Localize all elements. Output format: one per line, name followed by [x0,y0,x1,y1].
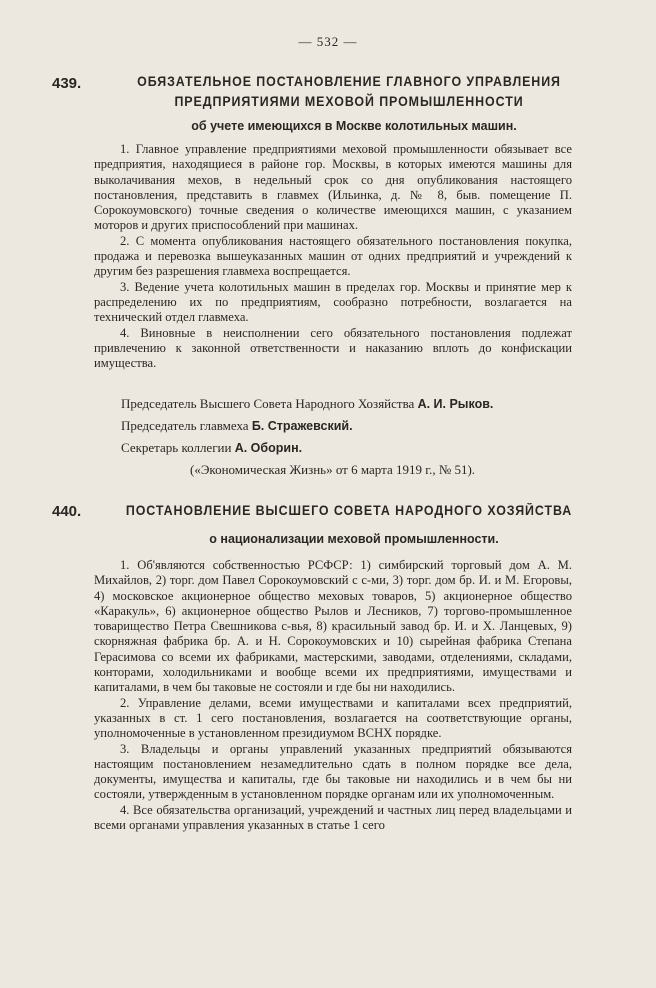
section-subtitle-440: о национализации меховой промышленности. [209,532,499,546]
signature-line [121,396,493,412]
signature-name: А. Оборин. [234,441,303,455]
signature-role: Секретарь коллегии [121,440,232,455]
section-body-439 [94,142,572,371]
section-subtitle-439: об учете имеющихся в Москве колотильных машин. [191,119,517,133]
paragraph: 4. Виновные в неисполнении сего обязательного постановления подлежат привлечению к законной ответственности и наказанию вплоть до конфискации имущества. [94,325,572,371]
paragraph: 1. Об'являются собственностью РСФСР: 1) симбирский торговый дом А. М. Михайлов, 2) торг. дом Павел Сорокоумовский с с-ми, 3) торг. дом бр. И. и М. Егоровы, 4) московское акционерное общество меховых товаров, 5) акционерное общество «Каракуль», 6) акционерное общество Рылов и Лесников, 7) торгово-промышленное товарищество Петра Свешникова с-вья, 8) красильный завод бр. И. и Х. Ланцевых, 9) скорняжная фабрика бр. А. и Н. Сорокоумовских и 10) сырейная фабрика Степана Герасимова со всеми их фабриками, мастерскими, заводами, отделениями, складами, конторами, холодильниками и вообще всеми их предприятиями, имуществами и капиталами, в чем бы таковые не состояли и где бы ни находились. [94,558,572,695]
page-number: — 532 — [298,34,358,49]
section-title-439: ОБЯЗАТЕЛЬНОЕ ПОСТАНОВЛЕНИЕ ГЛАВНОГО УПРАВЛЕНИЯ ПРЕДПРИЯТИЯМИ МЕХОВОЙ ПРОМЫШЛЕННОСТИ [137,74,561,109]
source-citation: («Экономическая Жизнь» от 6 марта 1919 г., № 51). [190,462,476,477]
section-body-440 [94,558,572,833]
paragraph: 4. Все обязательства организаций, учреждений и частных лиц перед владельцами и всеми органами управления указанных в статье 1 сего [94,802,572,833]
paragraph: 1. Главное управление предприятиями меховой промышленности обязывает все предприятия, находящиеся в районе гор. Москвы, в которых имеются машины для выколачивания мехов, в недельный срок со дня опубликования настоящего постановления, представить в главмех (Ильинка, д. № 8, быв. помещение П. Сорокоумовского) точные сведения о количестве имеющихся машин, с указанием моторов и других приспособлений при машинах. [94,142,572,233]
paragraph: 3. Ведение учета колотильных машин в пределах гор. Москвы и принятие мер к распределению их по предприятиям, сообразно потребности, возлагается на технический отдел главмеха. [94,279,572,325]
signature-role: Председатель Высшего Совета Народного Хозяйства [121,396,415,411]
signature-line [121,418,353,434]
signature-role: Председатель главмеха [121,418,249,433]
paragraph: 2. С момента опубликования настоящего обязательного постановления покупка, продажа и перевозка вышеуказанных машин от одних предприятий и учреждений к другим без разрешения главмеха воспрещается. [94,233,572,279]
signature-name: А. И. Рыков. [417,397,494,411]
section-title-440: ПОСТАНОВЛЕНИЕ ВЫСШЕГО СОВЕТА НАРОДНОГО ХОЗЯЙСТВА [125,503,573,518]
paragraph: 2. Управление делами, всеми имуществами и капиталами всех предприятий, указанных в ст. 1 сего постановления, возлагается на соответствующие органы, уполномоченные в установленном президиумом ВСНХ порядке. [94,695,572,741]
paragraph: 3. Владельцы и органы управлений указанных предприятий обязываются настоящим постановлением незамедлительно сдать в полном порядке все дела, документы, имущества и капиталы, где бы таковые ни находились и в чем бы ни состояли, утвержденным в установленном порядке органам или их уполномоченным. [94,741,572,802]
section-number-440: 440. [52,503,82,520]
signature-line [121,440,302,456]
signature-name: Б. Стражевский. [251,419,353,433]
section-number-439: 439. [52,75,82,92]
